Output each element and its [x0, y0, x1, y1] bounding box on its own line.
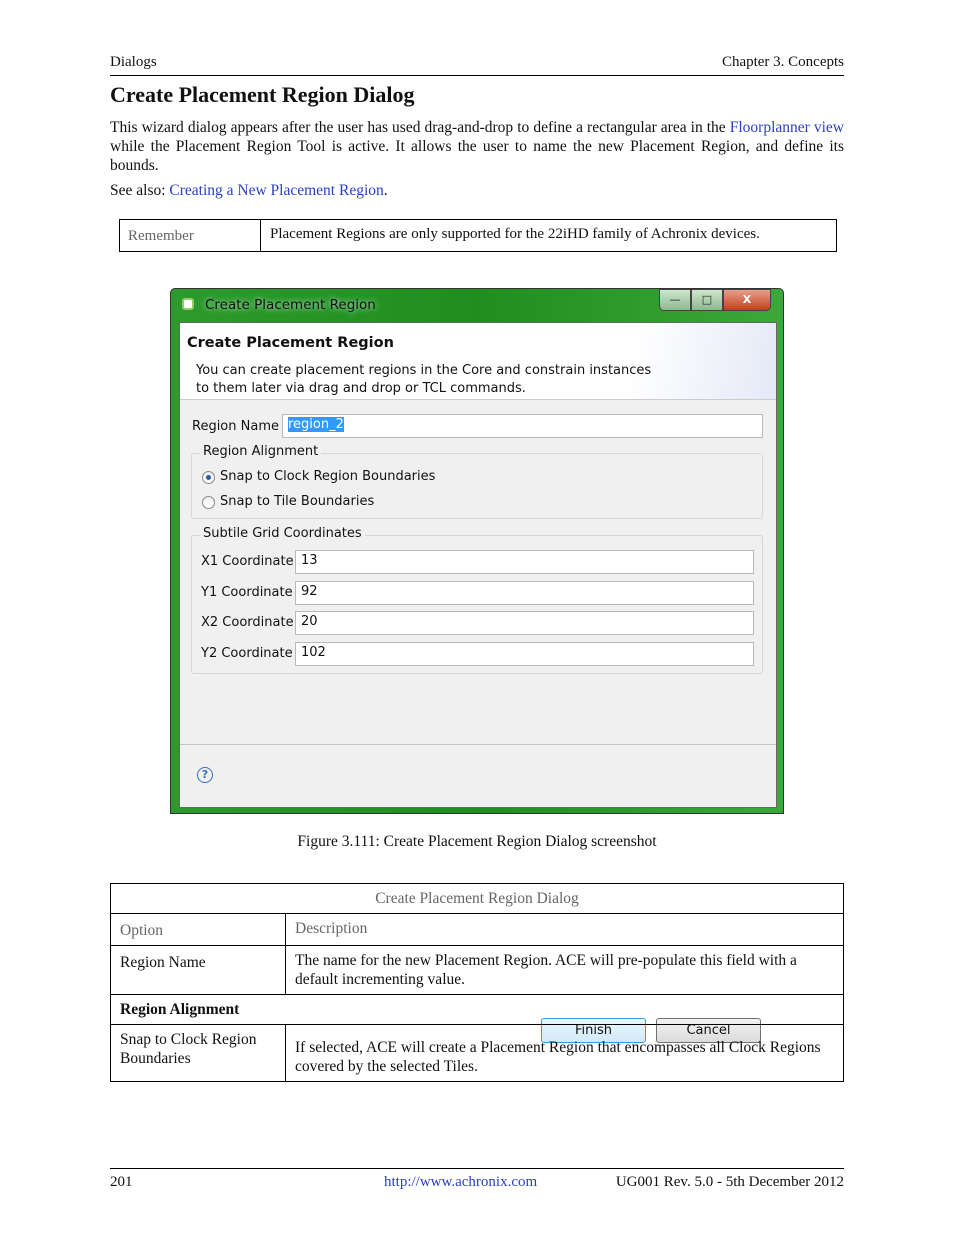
description-cell: If selected, ACE will create a Placement Region that encompasses all Clock Regions covered by the selected Tiles.: [286, 1025, 844, 1082]
footer-rule: [110, 1168, 844, 1169]
wizard-description: [196, 362, 651, 398]
y2-label: Y2 Coordinate: [201, 646, 293, 661]
x2-input[interactable]: 20: [295, 611, 754, 635]
option-cell: Region Name: [111, 946, 286, 995]
document-revision: UG001 Rev. 5.0 - 5th December 2012: [615, 1174, 844, 1190]
description-cell: The name for the new Placement Region. ACE will pre-populate this field with a default incrementing value.: [286, 946, 844, 995]
option-cell: Snap to Clock Region Boundaries: [111, 1025, 286, 1082]
table-row: [111, 946, 844, 995]
help-icon[interactable]: ?: [197, 767, 213, 783]
section-cell: Region Alignment: [111, 995, 844, 1025]
region-name-input[interactable]: [282, 414, 763, 438]
snap-clock-radio[interactable]: [202, 471, 215, 484]
floorplanner-view-link[interactable]: Floorplanner view: [729, 119, 844, 136]
table-section-row: [111, 995, 844, 1025]
intro-text-end: while the Placement Region Tool is active. It allows the user to name the new Placement Region, and define its bounds.: [110, 138, 844, 174]
page-number: 201: [110, 1174, 133, 1190]
region-name-value: region_2: [288, 417, 344, 432]
minimize-button[interactable]: —: [659, 289, 691, 311]
app-icon: [182, 298, 194, 310]
description-line: to them later via drag and drop or TCL commands.: [196, 381, 526, 396]
wizard-heading: Create Placement Region: [187, 335, 394, 351]
section-title: Create Placement Region Dialog: [110, 82, 415, 107]
subtile-coordinates-group: [191, 526, 763, 674]
column-header-option: Option: [111, 914, 286, 946]
remember-note: [119, 219, 837, 252]
cancel-button[interactable]: Cancel: [656, 1018, 761, 1043]
snap-clock-label[interactable]: Snap to Clock Region Boundaries: [220, 469, 436, 484]
intro-paragraph: [110, 118, 844, 175]
achronix-url-link[interactable]: http://www.achronix.com: [384, 1174, 538, 1190]
subtile-coordinates-label: Subtile Grid Coordinates: [200, 526, 365, 541]
table-title: Create Placement Region Dialog: [111, 884, 844, 914]
window-title: Create Placement Region: [205, 297, 376, 313]
running-header-chapter: Chapter 3. Concepts: [721, 54, 844, 70]
see-also-end: .: [383, 182, 388, 199]
finish-button[interactable]: Finish: [541, 1018, 646, 1043]
maximize-button[interactable]: □: [691, 289, 723, 311]
header-rule: [110, 75, 844, 76]
title-bar[interactable]: [171, 289, 783, 321]
region-name-label: Region Name: [192, 419, 279, 434]
figure-caption: Figure 3.111: Create Placement Region Dialog screenshot: [297, 833, 657, 850]
y2-input[interactable]: 102: [295, 642, 754, 666]
see-also-label: See also:: [110, 182, 166, 199]
button-separator: [180, 744, 776, 745]
x2-label: X2 Coordinate: [201, 615, 294, 630]
remember-text: Placement Regions are only supported for the 22iHD family of Achronix devices.: [270, 226, 760, 242]
column-header-description: Description: [286, 914, 844, 946]
description-line: You can create placement regions in the Core and constrain instances: [196, 363, 652, 378]
remember-label: Remember: [120, 220, 261, 251]
y1-input[interactable]: 92: [295, 581, 754, 605]
close-button[interactable]: X: [723, 289, 771, 311]
x1-label: X1 Coordinate: [201, 554, 294, 569]
snap-tile-label[interactable]: Snap to Tile Boundaries: [220, 494, 375, 509]
snap-tile-radio[interactable]: [202, 496, 215, 509]
dialog-client: [179, 322, 777, 808]
running-header-section: Dialogs: [110, 54, 157, 70]
intro-text: This wizard dialog appears after the user has used drag-and-drop to define a rectangular area in the: [110, 119, 726, 136]
table-row: [111, 1025, 844, 1082]
y1-label: Y1 Coordinate: [201, 585, 293, 600]
wizard-banner: [180, 323, 776, 400]
region-alignment-label: Region Alignment: [200, 444, 321, 459]
region-alignment-group: [191, 444, 763, 519]
creating-placement-region-link[interactable]: Creating a New Placement Region: [169, 182, 384, 199]
x1-input[interactable]: 13: [295, 550, 754, 574]
see-also: [110, 181, 844, 200]
options-table: [110, 883, 844, 1082]
